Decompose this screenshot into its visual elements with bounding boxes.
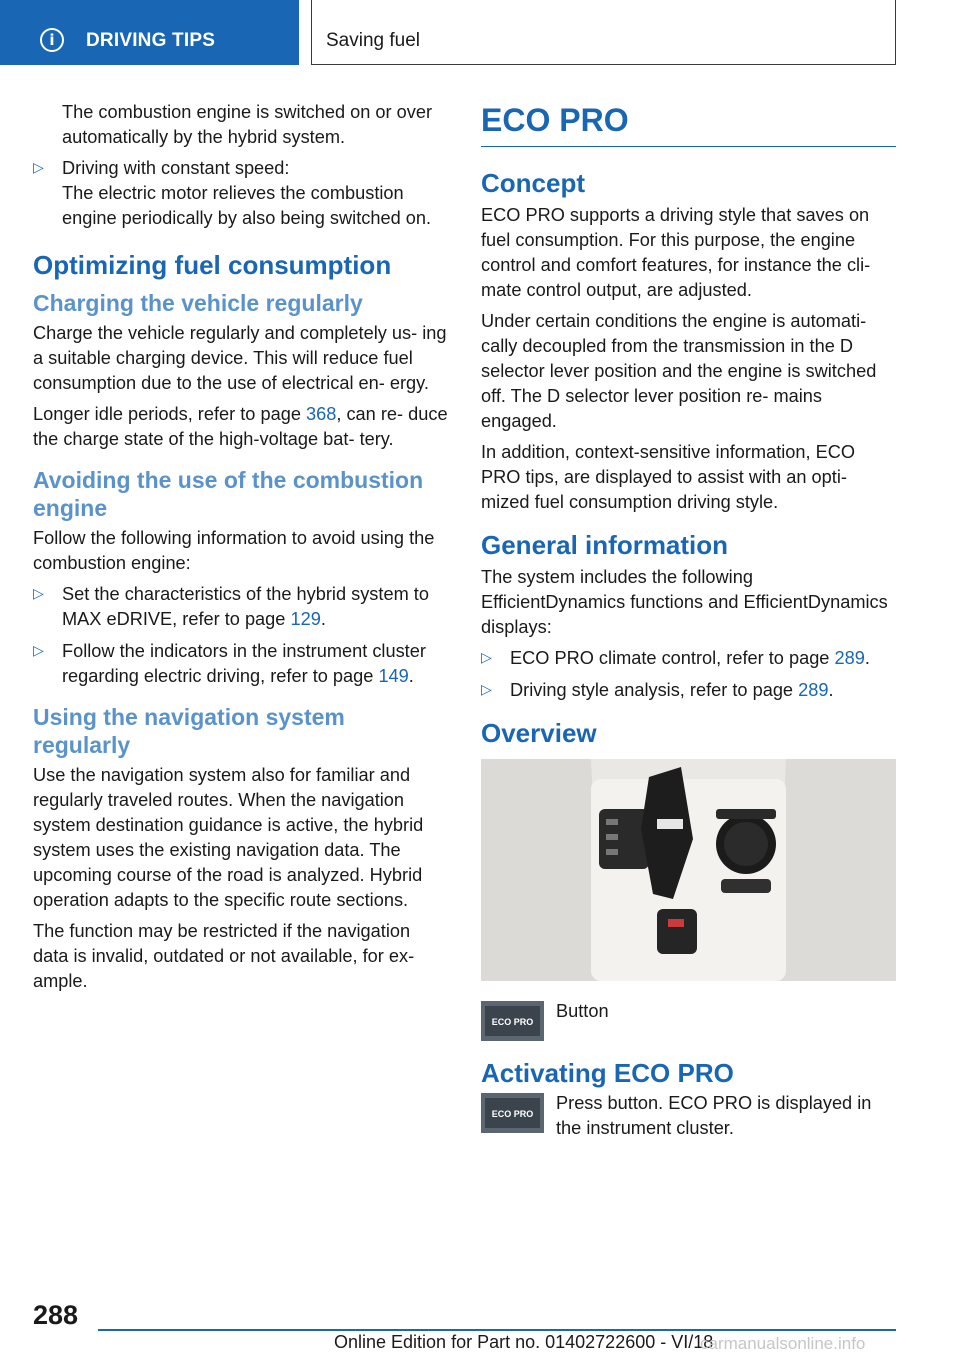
intro-continued: The combustion engine is switched on or over automatically by the hybrid system. xyxy=(62,102,433,147)
heading-concept: Concept xyxy=(481,168,585,198)
concept-paragraph: ECO PRO supports a driving style that saves on fuel consumption. For this purpose, the engine control and comfort features, for instance the cli- mate control output, are adjusted. xyxy=(481,205,871,300)
section-header xyxy=(311,0,896,65)
navigation-paragraph: Use the navigation system also for familiar and regularly traveled routes. When the navigation system destination guidance is active, the hybrid system uses the existing navigation data. The upcoming course of the road is analyzed. Hybrid operation adapts to the specific route sections. xyxy=(33,765,424,910)
chapter-tab[interactable] xyxy=(0,0,299,65)
eco-pro-button-image xyxy=(481,1093,544,1133)
page-link-289-b[interactable]: 289 xyxy=(798,680,829,700)
center-console-photo xyxy=(481,759,896,981)
chapter-tab-label: DRIVING TIPS xyxy=(86,30,216,51)
constant-speed-list xyxy=(33,156,448,181)
avoiding-paragraph: Follow the following information to avoid using the combustion engine: xyxy=(33,528,435,573)
activating-row xyxy=(481,1093,896,1147)
activating-paragraph: Press button. ECO PRO is displayed in the instrument cluster. xyxy=(556,1093,872,1138)
page-link-149[interactable]: 149 xyxy=(378,666,409,686)
heading-overview: Overview xyxy=(481,718,597,748)
footer-divider xyxy=(98,1329,896,1331)
eco-pro-button-image xyxy=(481,1001,544,1041)
list-item: ▷ Driving with constant speed: xyxy=(33,156,448,181)
heading-avoiding: Avoiding the use of the combustion engine xyxy=(33,467,424,521)
heading-activating: Activating ECO PRO xyxy=(481,1058,734,1088)
heading-navigation: Using the navigation system regularly xyxy=(33,704,345,758)
triangle-bullet-icon: ▷ xyxy=(33,643,44,659)
heading-charging: Charging the vehicle regularly xyxy=(33,290,363,316)
button-label: Button xyxy=(556,1001,609,1021)
constant-speed-desc: The electric motor relieves the combustion engine periodically by also being switched on. xyxy=(62,183,432,228)
charging-paragraph: Charge the vehicle regularly and completely us- ing a suitable charging device. This will reduce fuel consumption due to the use of electrical en- ergy. xyxy=(33,323,447,393)
general-list xyxy=(481,646,896,703)
left-column xyxy=(33,100,448,1000)
right-column xyxy=(481,100,896,1163)
general-paragraph: The system includes the following EfficientDynamics functions and EfficientDynamics displays: xyxy=(481,567,888,637)
idle-paragraph: Longer idle periods, refer to page 368, can re- duce the charge state of the high-voltage bat- tery. xyxy=(33,404,448,449)
watermark: carmanualsonline.info xyxy=(700,1334,866,1353)
heading-eco-pro: ECO PRO xyxy=(481,100,896,147)
list-item: ▷ Set the characteristics of the hybrid system to MAX eDRIVE, refer to page 129. xyxy=(33,584,429,629)
decoupled-paragraph: Under certain conditions the engine is automati- cally decoupled from the transmission in the D selector lever position and the engine is switched off. The D selector lever position re- mains engaged. xyxy=(481,311,877,431)
list-item: ▷ Follow the indicators in the instrument cluster regarding electric driving, refer to page 149. xyxy=(33,641,426,686)
eco-pro-button-text: ECO PRO xyxy=(491,1109,534,1119)
page-link-289[interactable]: 289 xyxy=(834,648,865,668)
triangle-bullet-icon: ▷ xyxy=(33,160,44,176)
heading-general: General information xyxy=(481,530,729,560)
restricted-paragraph: The function may be restricted if the navigation data is invalid, outdated or not available, for ex- ample. xyxy=(33,921,415,991)
triangle-bullet-icon: ▷ xyxy=(33,586,44,602)
heading-optimizing: Optimizing fuel consumption xyxy=(33,250,392,280)
section-title: Saving fuel xyxy=(326,30,421,51)
eco-pro-button-text: ECO PRO xyxy=(491,1017,534,1027)
list-item: ▷ Driving style analysis, refer to page 289. xyxy=(481,678,896,703)
page-link-129[interactable]: 129 xyxy=(290,609,321,629)
page-link-368[interactable]: 368 xyxy=(306,404,337,424)
triangle-bullet-icon: ▷ xyxy=(481,650,492,666)
triangle-bullet-icon: ▷ xyxy=(481,682,492,698)
eco-button-legend xyxy=(481,1001,896,1041)
footer-edition: Online Edition for Part no. 01402722600 - VI/18 xyxy=(334,1332,714,1352)
page-number: 288 xyxy=(33,1300,79,1330)
info-icon: i xyxy=(40,28,64,52)
context-paragraph: In addition, context-sensitive information, ECO PRO tips, are displayed to assist with an opti- mized fuel consumption driving style. xyxy=(481,442,856,512)
avoiding-list xyxy=(33,582,448,689)
list-item: ▷ ECO PRO climate control, refer to page 289. xyxy=(481,646,896,671)
